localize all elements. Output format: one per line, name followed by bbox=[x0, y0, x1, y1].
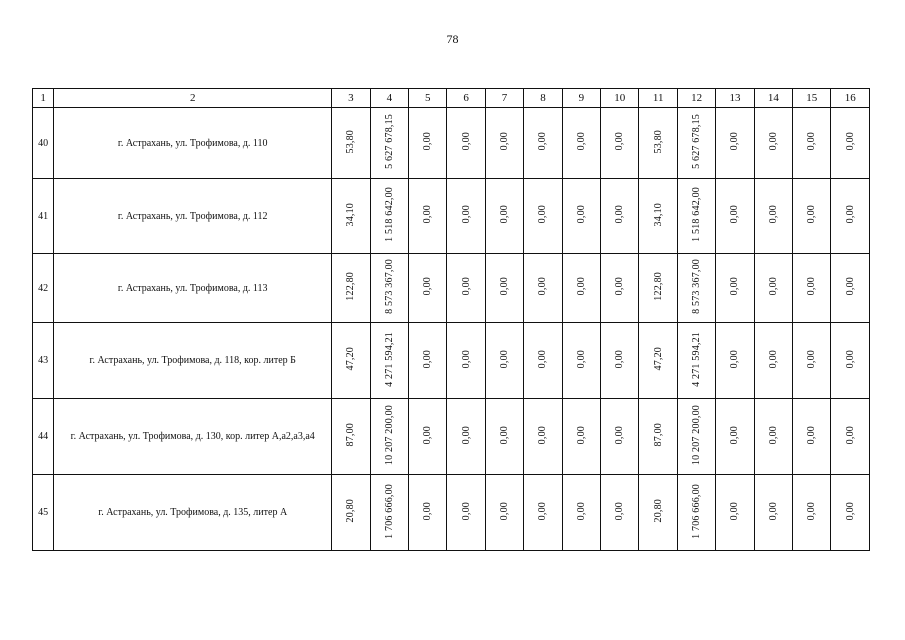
value-text: 0,00 bbox=[460, 132, 472, 151]
value-cell-col-7 bbox=[485, 108, 523, 179]
value-cell-col-9 bbox=[562, 399, 600, 475]
table-row bbox=[33, 399, 870, 475]
value-text: 0,00 bbox=[422, 349, 434, 369]
value-text: 0,00 bbox=[537, 205, 549, 224]
value-cell-col-4 bbox=[370, 179, 408, 254]
value-cell-col-8 bbox=[524, 254, 562, 323]
value-cell-col-14 bbox=[754, 179, 792, 254]
value-text: 47,20 bbox=[652, 347, 664, 371]
value-text: 0,00 bbox=[806, 425, 818, 445]
address-cell: г. Астрахань, ул. Трофимова, д. 112 bbox=[54, 179, 332, 254]
value-text: 0,00 bbox=[767, 349, 779, 369]
value-text: 20,80 bbox=[652, 499, 664, 523]
value-cell-col-6 bbox=[447, 108, 485, 179]
value-cell-col-8 bbox=[524, 399, 562, 475]
value-cell-col-8 bbox=[524, 108, 562, 179]
value-cell-col-9 bbox=[562, 254, 600, 323]
value-text: 0,00 bbox=[537, 501, 549, 521]
value-text: 0,00 bbox=[537, 349, 549, 369]
value-text: 53,80 bbox=[652, 129, 664, 154]
value-text: 1 518 642,00 bbox=[691, 187, 703, 242]
column-header: 8 bbox=[524, 89, 562, 108]
row-number-cell: 44 bbox=[33, 399, 54, 475]
column-header: 16 bbox=[831, 89, 870, 108]
table-row bbox=[33, 475, 870, 551]
value-text: 0,00 bbox=[422, 501, 434, 521]
value-cell-col-9 bbox=[562, 179, 600, 254]
value-text: 0,00 bbox=[422, 425, 434, 445]
value-cell-col-12 bbox=[677, 179, 715, 254]
value-cell-col-8 bbox=[524, 475, 562, 551]
value-cell-col-11 bbox=[639, 323, 677, 399]
value-cell-col-12 bbox=[677, 108, 715, 179]
value-cell-col-7 bbox=[485, 399, 523, 475]
row-number-cell: 40 bbox=[33, 108, 54, 179]
value-text: 0,00 bbox=[806, 501, 818, 521]
value-cell-col-11 bbox=[639, 108, 677, 179]
value-text: 0,00 bbox=[422, 277, 434, 296]
value-cell-col-4 bbox=[370, 108, 408, 179]
value-text: 0,00 bbox=[460, 349, 472, 369]
value-cell-col-6 bbox=[447, 254, 485, 323]
value-text: 87,00 bbox=[652, 423, 664, 447]
column-header: 11 bbox=[639, 89, 677, 108]
value-cell-col-9 bbox=[562, 108, 600, 179]
value-text: 0,00 bbox=[729, 349, 741, 369]
value-text: 5 627 678,15 bbox=[383, 114, 395, 169]
value-text: 0,00 bbox=[806, 277, 818, 296]
value-text: 20,80 bbox=[345, 499, 357, 523]
value-text: 0,00 bbox=[499, 205, 511, 224]
value-text: 0,00 bbox=[499, 132, 511, 151]
value-text: 0,00 bbox=[460, 277, 472, 296]
column-header: 13 bbox=[716, 89, 754, 108]
value-cell-col-6 bbox=[447, 399, 485, 475]
value-cell-col-3 bbox=[332, 399, 370, 475]
address-cell: г. Астрахань, ул. Трофимова, д. 113 bbox=[54, 254, 332, 323]
value-cell-col-5 bbox=[409, 179, 447, 254]
value-cell-col-3 bbox=[332, 475, 370, 551]
value-text: 0,00 bbox=[844, 205, 856, 224]
value-cell-col-16 bbox=[831, 179, 870, 254]
value-cell-col-4 bbox=[370, 254, 408, 323]
value-cell-col-12 bbox=[677, 254, 715, 323]
value-cell-col-6 bbox=[447, 323, 485, 399]
value-cell-col-10 bbox=[601, 108, 639, 179]
value-cell-col-14 bbox=[754, 399, 792, 475]
value-text: 4 271 594,21 bbox=[691, 331, 703, 387]
table-row bbox=[33, 179, 870, 254]
value-text: 0,00 bbox=[460, 425, 472, 445]
value-cell-col-14 bbox=[754, 475, 792, 551]
value-text: 0,00 bbox=[844, 277, 856, 296]
value-text: 122,80 bbox=[345, 272, 357, 301]
value-cell-col-14 bbox=[754, 323, 792, 399]
value-text: 0,00 bbox=[575, 349, 587, 369]
value-text: 0,00 bbox=[844, 501, 856, 521]
column-header: 2 bbox=[54, 89, 332, 108]
value-cell-col-16 bbox=[831, 399, 870, 475]
value-cell-col-13 bbox=[716, 475, 754, 551]
value-text: 0,00 bbox=[767, 277, 779, 296]
value-cell-col-16 bbox=[831, 108, 870, 179]
value-text: 0,00 bbox=[460, 205, 472, 224]
value-cell-col-4 bbox=[370, 475, 408, 551]
value-text: 0,00 bbox=[614, 349, 626, 369]
value-cell-col-15 bbox=[793, 399, 831, 475]
value-cell-col-7 bbox=[485, 323, 523, 399]
value-text: 10 207 200,00 bbox=[383, 404, 395, 466]
value-text: 8 573 367,00 bbox=[691, 259, 703, 314]
value-text: 122,80 bbox=[652, 272, 664, 301]
value-text: 0,00 bbox=[806, 349, 818, 369]
value-cell-col-9 bbox=[562, 475, 600, 551]
value-cell-col-12 bbox=[677, 323, 715, 399]
value-cell-col-7 bbox=[485, 475, 523, 551]
value-cell-col-16 bbox=[831, 475, 870, 551]
value-cell-col-6 bbox=[447, 179, 485, 254]
value-text: 0,00 bbox=[575, 277, 587, 296]
value-cell-col-13 bbox=[716, 323, 754, 399]
value-cell-col-3 bbox=[332, 108, 370, 179]
value-cell-col-14 bbox=[754, 108, 792, 179]
value-cell-col-3 bbox=[332, 179, 370, 254]
value-text: 0,00 bbox=[575, 425, 587, 445]
column-header: 9 bbox=[562, 89, 600, 108]
value-text: 0,00 bbox=[844, 425, 856, 445]
value-cell-col-15 bbox=[793, 254, 831, 323]
value-cell-col-10 bbox=[601, 254, 639, 323]
value-cell-col-5 bbox=[409, 108, 447, 179]
value-text: 0,00 bbox=[767, 205, 779, 224]
column-header: 3 bbox=[332, 89, 370, 108]
value-text: 0,00 bbox=[844, 132, 856, 151]
value-cell-col-4 bbox=[370, 399, 408, 475]
column-header: 10 bbox=[601, 89, 639, 108]
value-text: 0,00 bbox=[575, 205, 587, 224]
column-header: 7 bbox=[485, 89, 523, 108]
value-text: 0,00 bbox=[422, 205, 434, 224]
value-text: 0,00 bbox=[460, 501, 472, 521]
table-row bbox=[33, 108, 870, 179]
header-row bbox=[33, 89, 870, 108]
value-text: 0,00 bbox=[575, 132, 587, 151]
value-cell-col-15 bbox=[793, 108, 831, 179]
value-text: 0,00 bbox=[422, 132, 434, 151]
value-cell-col-3 bbox=[332, 254, 370, 323]
column-header: 6 bbox=[447, 89, 485, 108]
value-cell-col-7 bbox=[485, 254, 523, 323]
address-cell: г. Астрахань, ул. Трофимова, д. 130, кор. литер А,а2,а3,а4 bbox=[54, 399, 332, 475]
value-text: 0,00 bbox=[537, 425, 549, 445]
value-text: 0,00 bbox=[499, 425, 511, 445]
row-number-cell: 43 bbox=[33, 323, 54, 399]
value-text: 0,00 bbox=[729, 501, 741, 521]
table-row bbox=[33, 323, 870, 399]
value-text: 34,10 bbox=[345, 202, 357, 227]
address-cell: г. Астрахань, ул. Трофимова, д. 110 bbox=[54, 108, 332, 179]
value-cell-col-5 bbox=[409, 254, 447, 323]
value-text: 53,80 bbox=[345, 129, 357, 154]
value-text: 0,00 bbox=[614, 277, 626, 296]
value-cell-col-14 bbox=[754, 254, 792, 323]
value-text: 0,00 bbox=[729, 205, 741, 224]
value-text: 0,00 bbox=[806, 132, 818, 151]
column-header: 14 bbox=[754, 89, 792, 108]
value-cell-col-3 bbox=[332, 323, 370, 399]
column-header: 4 bbox=[370, 89, 408, 108]
value-cell-col-11 bbox=[639, 179, 677, 254]
value-cell-col-13 bbox=[716, 254, 754, 323]
value-text: 1 706 666,00 bbox=[383, 483, 395, 539]
value-text: 87,00 bbox=[345, 423, 357, 447]
value-cell-col-11 bbox=[639, 475, 677, 551]
row-number-cell: 45 bbox=[33, 475, 54, 551]
value-cell-col-11 bbox=[639, 254, 677, 323]
value-cell-col-10 bbox=[601, 323, 639, 399]
value-text: 0,00 bbox=[729, 132, 741, 151]
table-row bbox=[33, 254, 870, 323]
value-cell-col-13 bbox=[716, 179, 754, 254]
value-cell-col-11 bbox=[639, 399, 677, 475]
value-cell-col-8 bbox=[524, 323, 562, 399]
value-cell-col-5 bbox=[409, 475, 447, 551]
value-text: 0,00 bbox=[767, 501, 779, 521]
value-text: 0,00 bbox=[844, 349, 856, 369]
value-cell-col-4 bbox=[370, 323, 408, 399]
value-text: 0,00 bbox=[575, 501, 587, 521]
value-cell-col-15 bbox=[793, 179, 831, 254]
row-number-cell: 42 bbox=[33, 254, 54, 323]
value-text: 5 627 678,15 bbox=[691, 114, 703, 169]
address-cell: г. Астрахань, ул. Трофимова, д. 135, литер А bbox=[54, 475, 332, 551]
data-table bbox=[32, 88, 870, 551]
value-text: 1 706 666,00 bbox=[691, 483, 703, 539]
value-text: 0,00 bbox=[537, 132, 549, 151]
value-text: 4 271 594,21 bbox=[383, 331, 395, 387]
value-text: 0,00 bbox=[499, 277, 511, 296]
column-header: 5 bbox=[409, 89, 447, 108]
value-cell-col-7 bbox=[485, 179, 523, 254]
value-text: 0,00 bbox=[614, 501, 626, 521]
value-cell-col-9 bbox=[562, 323, 600, 399]
address-cell: г. Астрахань, ул. Трофимова, д. 118, кор. литер Б bbox=[54, 323, 332, 399]
value-cell-col-12 bbox=[677, 399, 715, 475]
value-cell-col-5 bbox=[409, 399, 447, 475]
value-cell-col-15 bbox=[793, 475, 831, 551]
value-cell-col-5 bbox=[409, 323, 447, 399]
value-cell-col-13 bbox=[716, 399, 754, 475]
value-cell-col-12 bbox=[677, 475, 715, 551]
value-text: 10 207 200,00 bbox=[691, 404, 703, 466]
value-cell-col-8 bbox=[524, 179, 562, 254]
value-cell-col-10 bbox=[601, 179, 639, 254]
value-text: 34,10 bbox=[652, 202, 664, 227]
value-text: 0,00 bbox=[499, 349, 511, 369]
column-header: 1 bbox=[33, 89, 54, 108]
value-text: 0,00 bbox=[767, 425, 779, 445]
value-text: 47,20 bbox=[345, 347, 357, 371]
value-text: 0,00 bbox=[614, 132, 626, 151]
value-text: 0,00 bbox=[614, 205, 626, 224]
column-header: 12 bbox=[677, 89, 715, 108]
value-text: 0,00 bbox=[806, 205, 818, 224]
value-text: 0,00 bbox=[729, 277, 741, 296]
value-text: 0,00 bbox=[537, 277, 549, 296]
value-text: 0,00 bbox=[499, 501, 511, 521]
value-cell-col-16 bbox=[831, 323, 870, 399]
value-text: 0,00 bbox=[767, 132, 779, 151]
value-text: 0,00 bbox=[729, 425, 741, 445]
column-header: 15 bbox=[793, 89, 831, 108]
value-cell-col-13 bbox=[716, 108, 754, 179]
row-number-cell: 41 bbox=[33, 179, 54, 254]
value-cell-col-15 bbox=[793, 323, 831, 399]
value-text: 8 573 367,00 bbox=[383, 259, 395, 314]
value-cell-col-10 bbox=[601, 475, 639, 551]
value-text: 0,00 bbox=[614, 425, 626, 445]
value-text: 1 518 642,00 bbox=[383, 187, 395, 242]
value-cell-col-10 bbox=[601, 399, 639, 475]
value-cell-col-16 bbox=[831, 254, 870, 323]
page-number: 78 bbox=[446, 32, 459, 46]
value-cell-col-6 bbox=[447, 475, 485, 551]
